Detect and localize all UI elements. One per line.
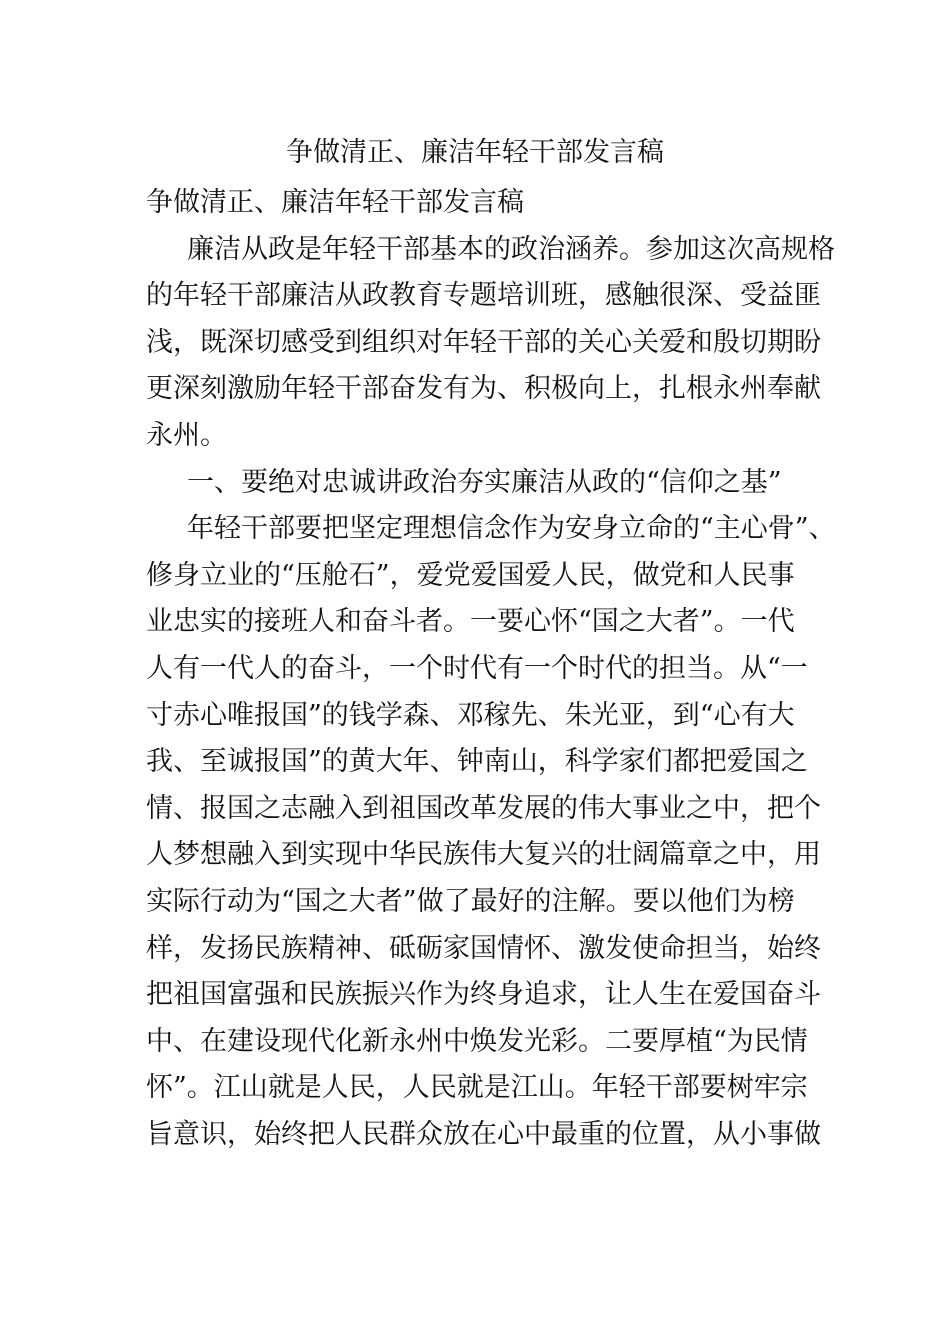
text-line: 永州。 xyxy=(146,419,227,451)
page-title: 争做清正、廉洁年轻干部发言稿 xyxy=(286,137,664,168)
text-line: 寸赤心唯报国”的钱学森、邓稼先、朱光亚，到“心有大 xyxy=(146,699,795,731)
text-line: 廉洁从政是年轻干部基本的政治涵养。参加这次高规格 xyxy=(187,233,835,265)
text-line: 旨意识，始终把人民群众放在心中最重的位置，从小事做 xyxy=(146,1118,821,1150)
text-line: 争做清正、廉洁年轻干部发言稿 xyxy=(146,187,524,218)
text-line: 的年轻干部廉洁从政教育专题培训班，感触很深、受益匪 xyxy=(146,280,821,312)
document-body xyxy=(146,180,836,1158)
text-line: 我、至诚报国”的黄大年、钟南山，科学家们都把爱国之 xyxy=(146,746,808,778)
text-line: 样，发扬民族精神、砥砺家国情怀、激发使命担当，始终 xyxy=(146,932,821,964)
text-line: 人梦想融入到实现中华民族伟大复兴的壮阔篇章之中，用 xyxy=(146,839,821,871)
text-line: 浅，既深切感受到组织对年轻干部的关心关爱和殷切期盼 xyxy=(146,326,821,358)
text-line: 一、要绝对忠诚讲政治夯实廉洁从政的“信仰之基” xyxy=(187,466,782,498)
text-line: 怀”。江山就是人民，人民就是江山。年轻干部要树牢宗 xyxy=(146,1072,808,1104)
text-line: 把祖国富强和民族振兴作为终身追求，让人生在爱国奋斗 xyxy=(146,979,821,1011)
text-line: 情、报国之志融入到祖国改革发展的伟大事业之中，把个 xyxy=(146,792,821,824)
text-line: 人有一代人的奋斗，一个时代有一个时代的担当。从“一 xyxy=(146,652,808,684)
text-line: 中、在建设现代化新永州中焕发光彩。二要厚植“为民情 xyxy=(146,1025,808,1057)
text-line: 实际行动为“国之大者”做了最好的注解。要以他们为榜 xyxy=(146,885,795,917)
text-line: 年轻干部要把坚定理想信念作为安身立命的“主心骨”、 xyxy=(187,513,836,545)
text-line: 修身立业的“压舱石”，爱党爱国爱人民，做党和人民事 xyxy=(146,559,795,591)
text-line: 业忠实的接班人和奋斗者。一要心怀“国之大者”。一代 xyxy=(146,606,795,638)
text-line: 更深刻激励年轻干部奋发有为、积极向上，扎根永州奉献 xyxy=(146,373,821,405)
